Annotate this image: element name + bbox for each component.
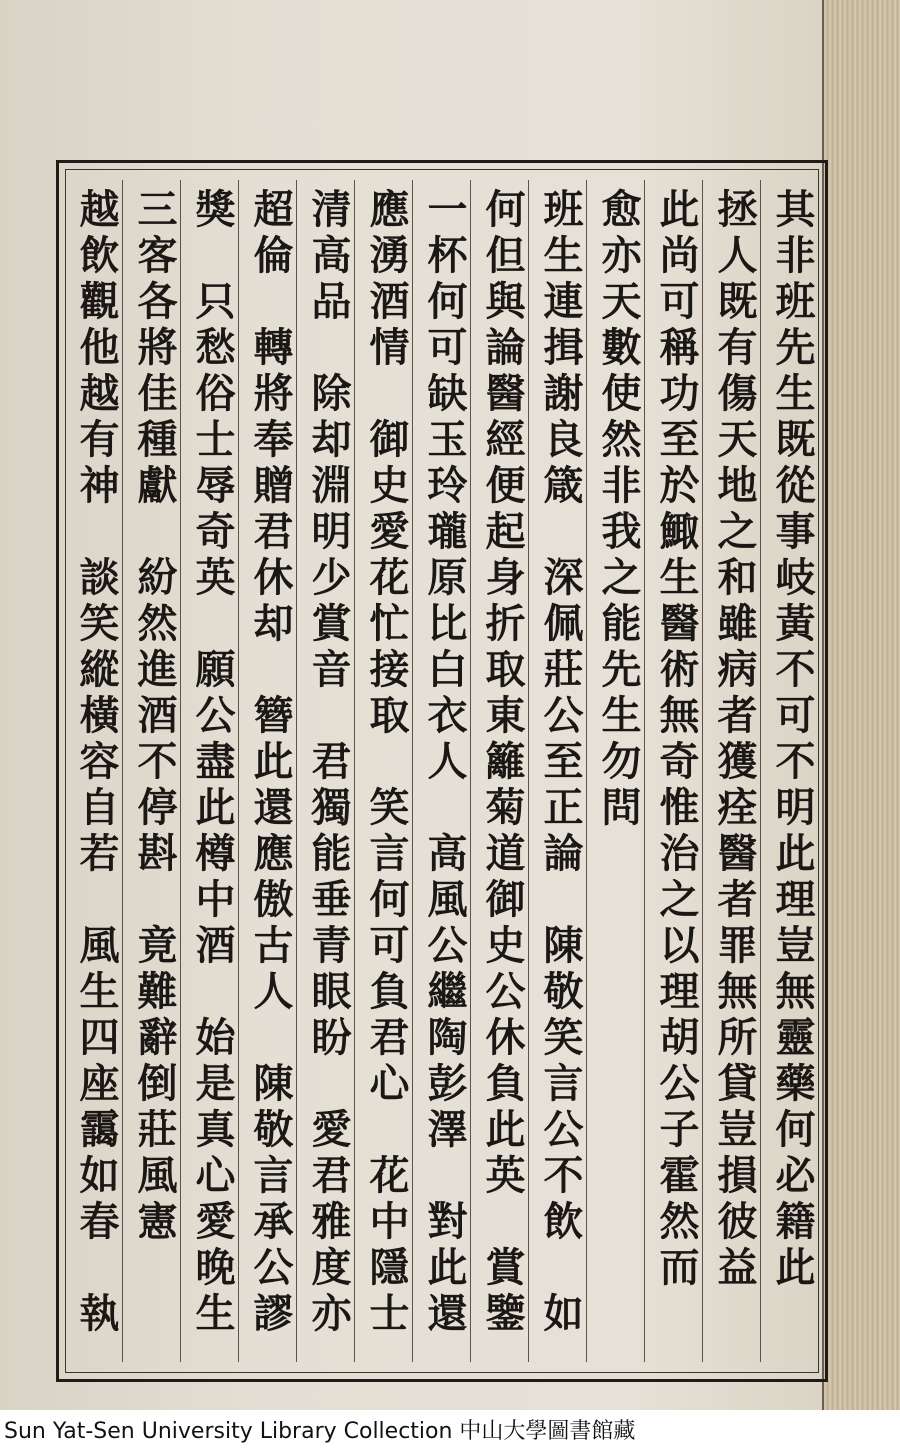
text-column-2 xyxy=(708,188,760,1292)
column-text: 應湧酒情 御史愛花忙接取 笑言何可負君心 花中隱士 xyxy=(363,188,410,1338)
column-text: 此尚可稱功至於鯫生醫術無奇惟治之以理胡公子霍然而 xyxy=(653,188,700,1292)
column-text: 一杯何可缺玉玲瓏原比白衣人 高風公繼陶彭澤 對此還 xyxy=(421,188,468,1338)
column-rule xyxy=(122,180,123,1362)
text-column-1 xyxy=(766,188,818,1292)
text-frame-inner xyxy=(65,169,819,1373)
caption-text: Sun Yat-Sen University Library Collection 中山大學圖書館藏 xyxy=(4,1418,636,1444)
column-rule xyxy=(644,180,645,1362)
column-text: 其非班先生既從事岐黃不可不明此理豈無靈藥何必籍此 xyxy=(769,188,816,1292)
page-edge-stack xyxy=(822,0,900,1410)
column-text: 三客各將佳種獻 紛然進酒不停斟 竟難辭倒莊風憲 xyxy=(131,188,178,1246)
collection-caption xyxy=(0,1410,900,1448)
column-text: 超倫 轉將奉贈君休却 簪此還應傲古人 陳敬言承公謬 xyxy=(247,188,294,1338)
column-text: 獎 只愁俗士辱奇英 願公盡此樽中酒 始是真心愛晚生 xyxy=(189,188,236,1338)
text-column-4 xyxy=(592,188,644,832)
column-text: 清高品 除却淵明少賞音 君獨能垂青眼盼 愛君雅度亦 xyxy=(305,188,352,1338)
column-rule xyxy=(296,180,297,1362)
column-rule xyxy=(470,180,471,1362)
column-text: 愈亦天數使然非我之能先生勿問 xyxy=(595,188,642,832)
column-text: 何但與論醫經便起身折取東籬菊道御史公休負此英 賞鑒 xyxy=(479,188,526,1338)
text-column-7 xyxy=(418,188,470,1338)
text-column-13 xyxy=(70,188,122,1338)
column-rule xyxy=(354,180,355,1362)
text-column-5 xyxy=(534,188,586,1338)
column-rule xyxy=(412,180,413,1362)
column-rule xyxy=(238,180,239,1362)
column-text: 拯人既有傷天地之和雖病者獲痊醫者罪無所貸豈損彼益 xyxy=(711,188,758,1292)
text-column-9 xyxy=(302,188,354,1338)
column-rule xyxy=(702,180,703,1362)
text-column-10 xyxy=(244,188,296,1338)
column-rule xyxy=(528,180,529,1362)
column-rule xyxy=(586,180,587,1362)
column-rule xyxy=(760,180,761,1362)
text-column-3 xyxy=(650,188,702,1292)
text-column-8 xyxy=(360,188,412,1338)
column-text: 越飲觀他越有神 談笑縱橫容自若 風生四座靄如春 執 xyxy=(73,188,120,1338)
text-column-6 xyxy=(476,188,528,1338)
column-text: 班生連揖謝良箴 深佩莊公至正論 陳敬笑言公不飲 如 xyxy=(537,188,584,1338)
text-column-11 xyxy=(186,188,238,1338)
text-frame xyxy=(56,160,828,1382)
column-rule xyxy=(180,180,181,1362)
text-column-12 xyxy=(128,188,180,1246)
